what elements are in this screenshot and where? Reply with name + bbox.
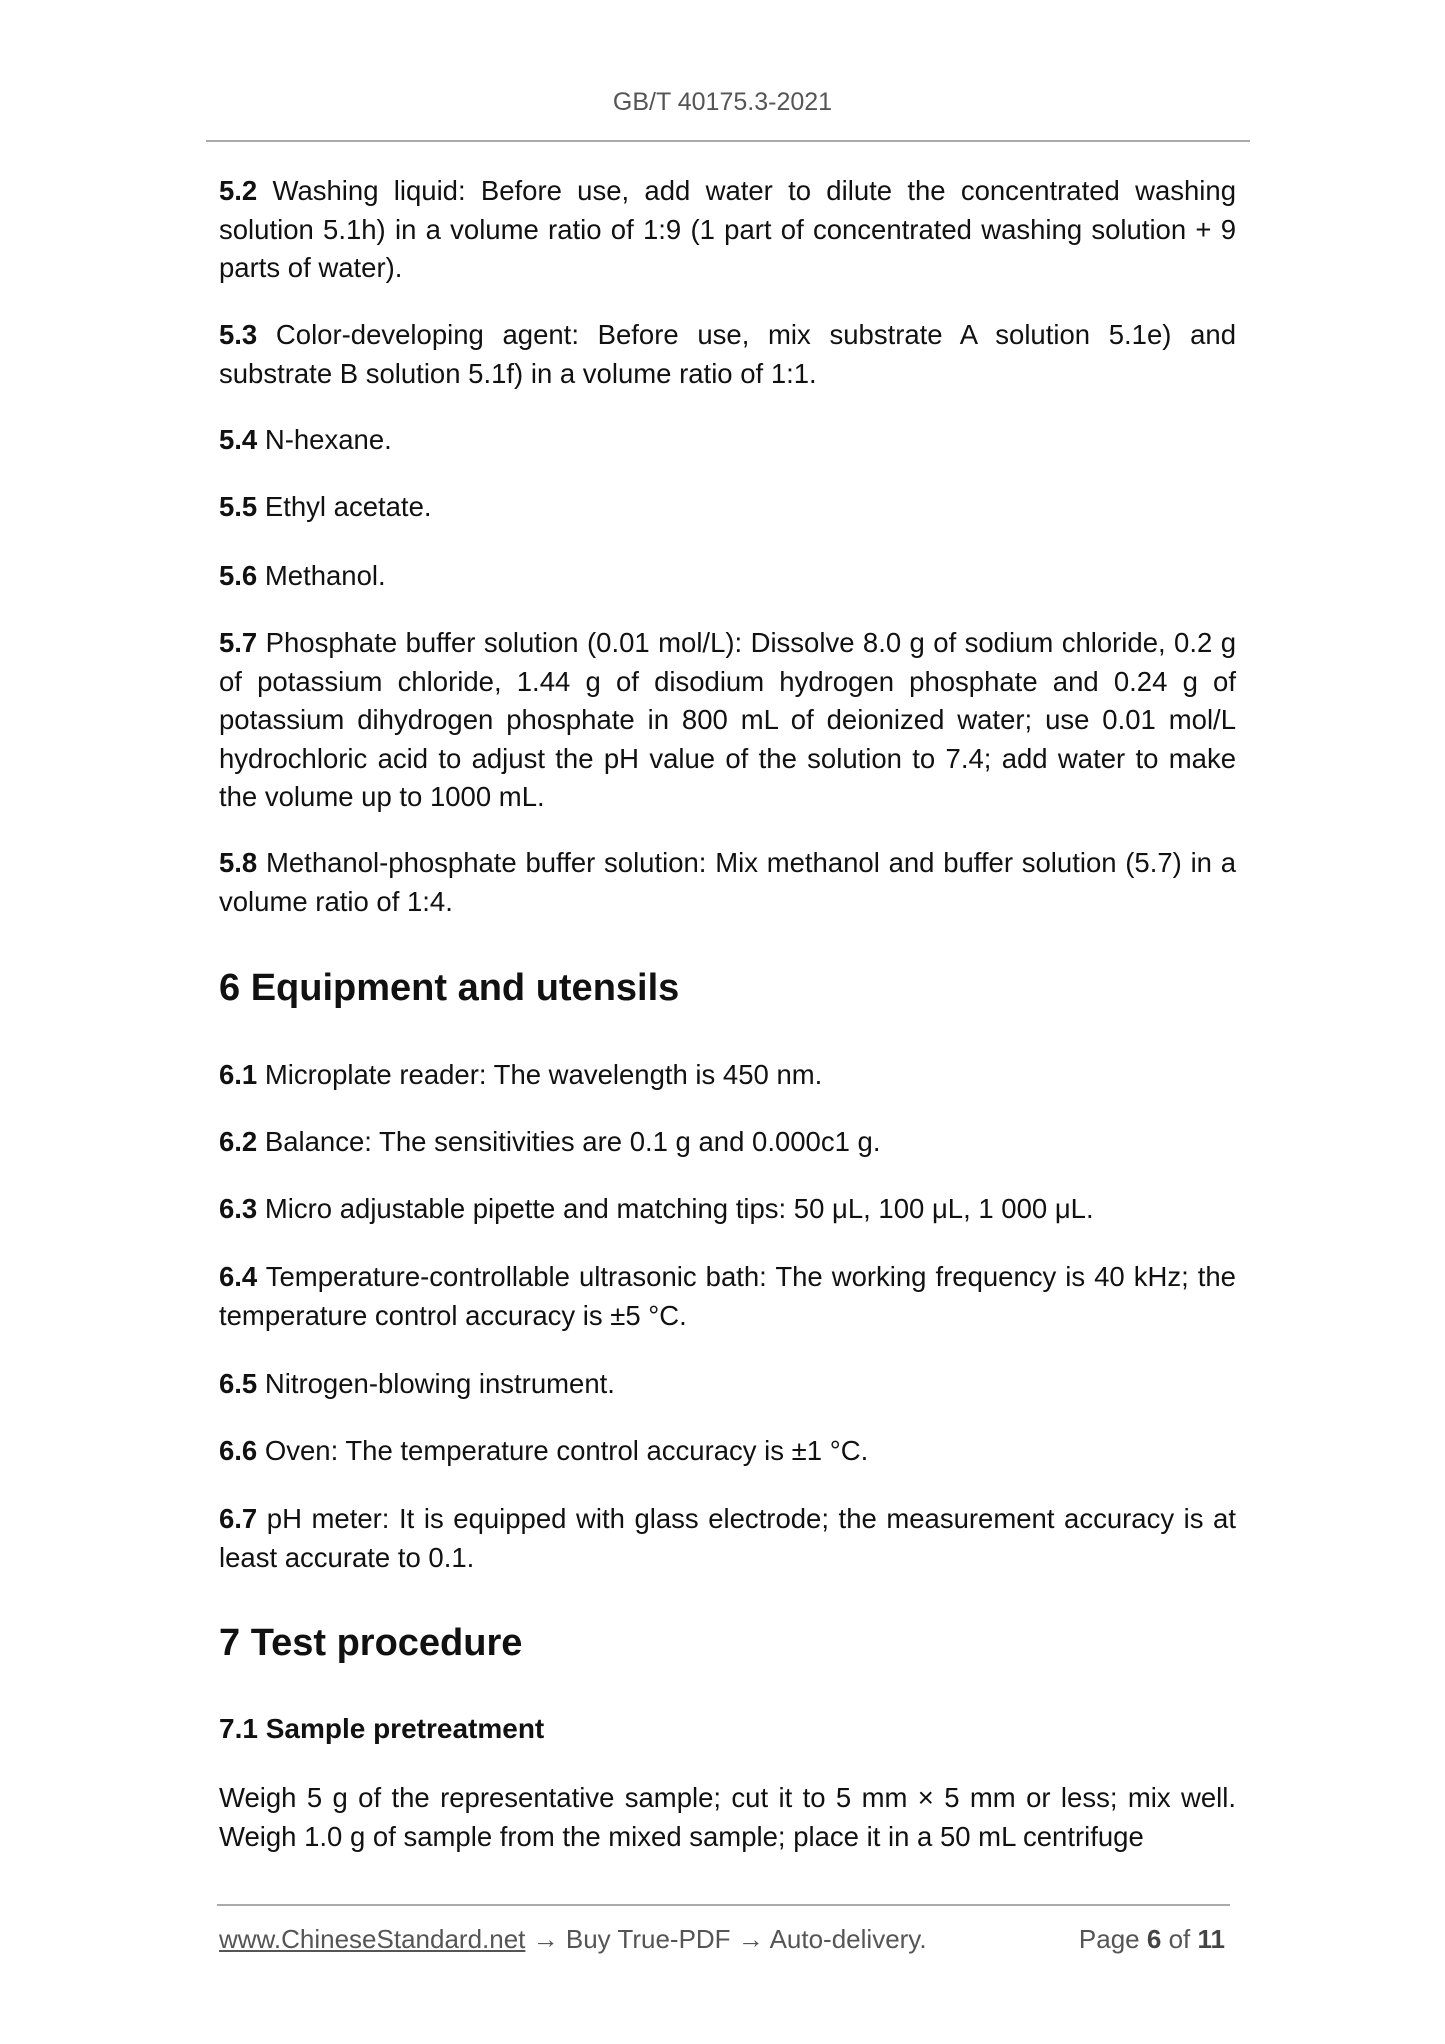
clause-text: Micro adjustable pipette and matching tips: 50 μL, 100 μL, 1 000 μL. bbox=[264, 1193, 1094, 1224]
clause-6-5 bbox=[219, 1365, 1236, 1404]
clause-number: 6.3 bbox=[219, 1193, 258, 1224]
clause-number: 5.4 bbox=[219, 424, 258, 455]
clause-number: 6.1 bbox=[219, 1059, 258, 1090]
footer-tagline: → Buy True-PDF → Auto-delivery. bbox=[525, 1924, 927, 1954]
document-header: GB/T 40175.3-2021 bbox=[612, 88, 833, 116]
clause-6-6 bbox=[219, 1432, 1236, 1471]
clause-5-7 bbox=[219, 624, 1236, 817]
clause-6-7 bbox=[219, 1500, 1236, 1577]
section-heading-7: 7 Test procedure bbox=[219, 1622, 523, 1664]
clause-5-4 bbox=[219, 421, 1236, 460]
clause-number: 6.7 bbox=[219, 1503, 258, 1534]
clause-number: 5.3 bbox=[219, 319, 258, 350]
clause-6-2 bbox=[219, 1123, 1236, 1162]
clause-6-3 bbox=[219, 1190, 1236, 1229]
clause-5-8 bbox=[219, 844, 1236, 921]
clause-number: 6.2 bbox=[219, 1126, 258, 1157]
section-heading-6: 6 Equipment and utensils bbox=[219, 967, 680, 1009]
clause-number: 6.4 bbox=[219, 1261, 258, 1292]
subsection-heading-7-1: 7.1 Sample pretreatment bbox=[219, 1713, 545, 1744]
clause-text: Oven: The temperature control accuracy is ±1 °C. bbox=[264, 1435, 869, 1466]
footer-divider bbox=[217, 1904, 1230, 1906]
clause-5-2 bbox=[219, 172, 1236, 288]
footer-text bbox=[219, 1924, 927, 1955]
clause-number: 5.2 bbox=[219, 175, 258, 206]
clause-6-4 bbox=[219, 1258, 1236, 1335]
clause-5-3 bbox=[219, 316, 1236, 393]
clause-number: 5.6 bbox=[219, 560, 258, 591]
clause-number: 5.8 bbox=[219, 847, 258, 878]
clause-number: 6.5 bbox=[219, 1368, 258, 1399]
clause-5-5 bbox=[219, 488, 1236, 527]
clause-number: 6.6 bbox=[219, 1435, 258, 1466]
paragraph-7-1: Weigh 5 g of the representative sample; cut it to 5 mm × 5 mm or less; mix well. Weigh 1.0 g of sample from the mixed sample; place it in a 50 mL centrifuge bbox=[219, 1782, 1236, 1852]
page-label: Page bbox=[1078, 1924, 1140, 1954]
page-number: 6 bbox=[1146, 1924, 1162, 1954]
clause-text: pH meter: It is equipped with glass electrode; the measurement accuracy is at least accurate to 0.1. bbox=[219, 1503, 1236, 1573]
clause-6-1 bbox=[219, 1056, 1236, 1095]
clause-text: Microplate reader: The wavelength is 450 nm. bbox=[264, 1059, 823, 1090]
clause-text: Washing liquid: Before use, add water to dilute the concentrated washing solution 5.1h) in a volume ratio of 1:9 (1 part of concentrated washing solution + 9 parts of water). bbox=[219, 175, 1236, 283]
clause-text: N-hexane. bbox=[264, 424, 392, 455]
website-link[interactable]: www.ChineseStandard.net bbox=[219, 1924, 526, 1954]
clause-text: Color-developing agent: Before use, mix substrate A solution 5.1e) and substrate B solution 5.1f) in a volume ratio of 1:1. bbox=[219, 319, 1236, 389]
page-of: of bbox=[1168, 1924, 1191, 1954]
clause-text: Nitrogen-blowing instrument. bbox=[264, 1368, 615, 1399]
clause-text: Methanol. bbox=[264, 560, 386, 591]
page-indicator bbox=[1079, 1924, 1225, 1955]
header-divider bbox=[206, 140, 1250, 142]
page-total: 11 bbox=[1197, 1924, 1225, 1954]
clause-text: Phosphate buffer solution (0.01 mol/L): Dissolve 8.0 g of sodium chloride, 0.2 g of potassium chloride, 1.44 g of disodium hydrogen phosphate and 0.24 g of potassium dihydrogen phosphate in 800 mL of deionized water; use 0.01 mol/L hydrochloric acid to adjust the pH value of the solution to 7.4; add water to make the volume up to 1000 mL. bbox=[219, 627, 1236, 812]
clause-text: Balance: The sensitivities are 0.1 g and 0.000c1 g. bbox=[264, 1126, 881, 1157]
clause-number: 5.5 bbox=[219, 491, 258, 522]
clause-number: 5.7 bbox=[219, 627, 258, 658]
clause-5-6 bbox=[219, 557, 1236, 596]
clause-text: Ethyl acetate. bbox=[264, 491, 432, 522]
clause-text: Temperature-controllable ultrasonic bath: The working frequency is 40 kHz; the temperature control accuracy is ±5 °C. bbox=[219, 1261, 1236, 1331]
clause-text: Methanol-phosphate buffer solution: Mix methanol and buffer solution (5.7) in a volume ratio of 1:4. bbox=[219, 847, 1237, 917]
